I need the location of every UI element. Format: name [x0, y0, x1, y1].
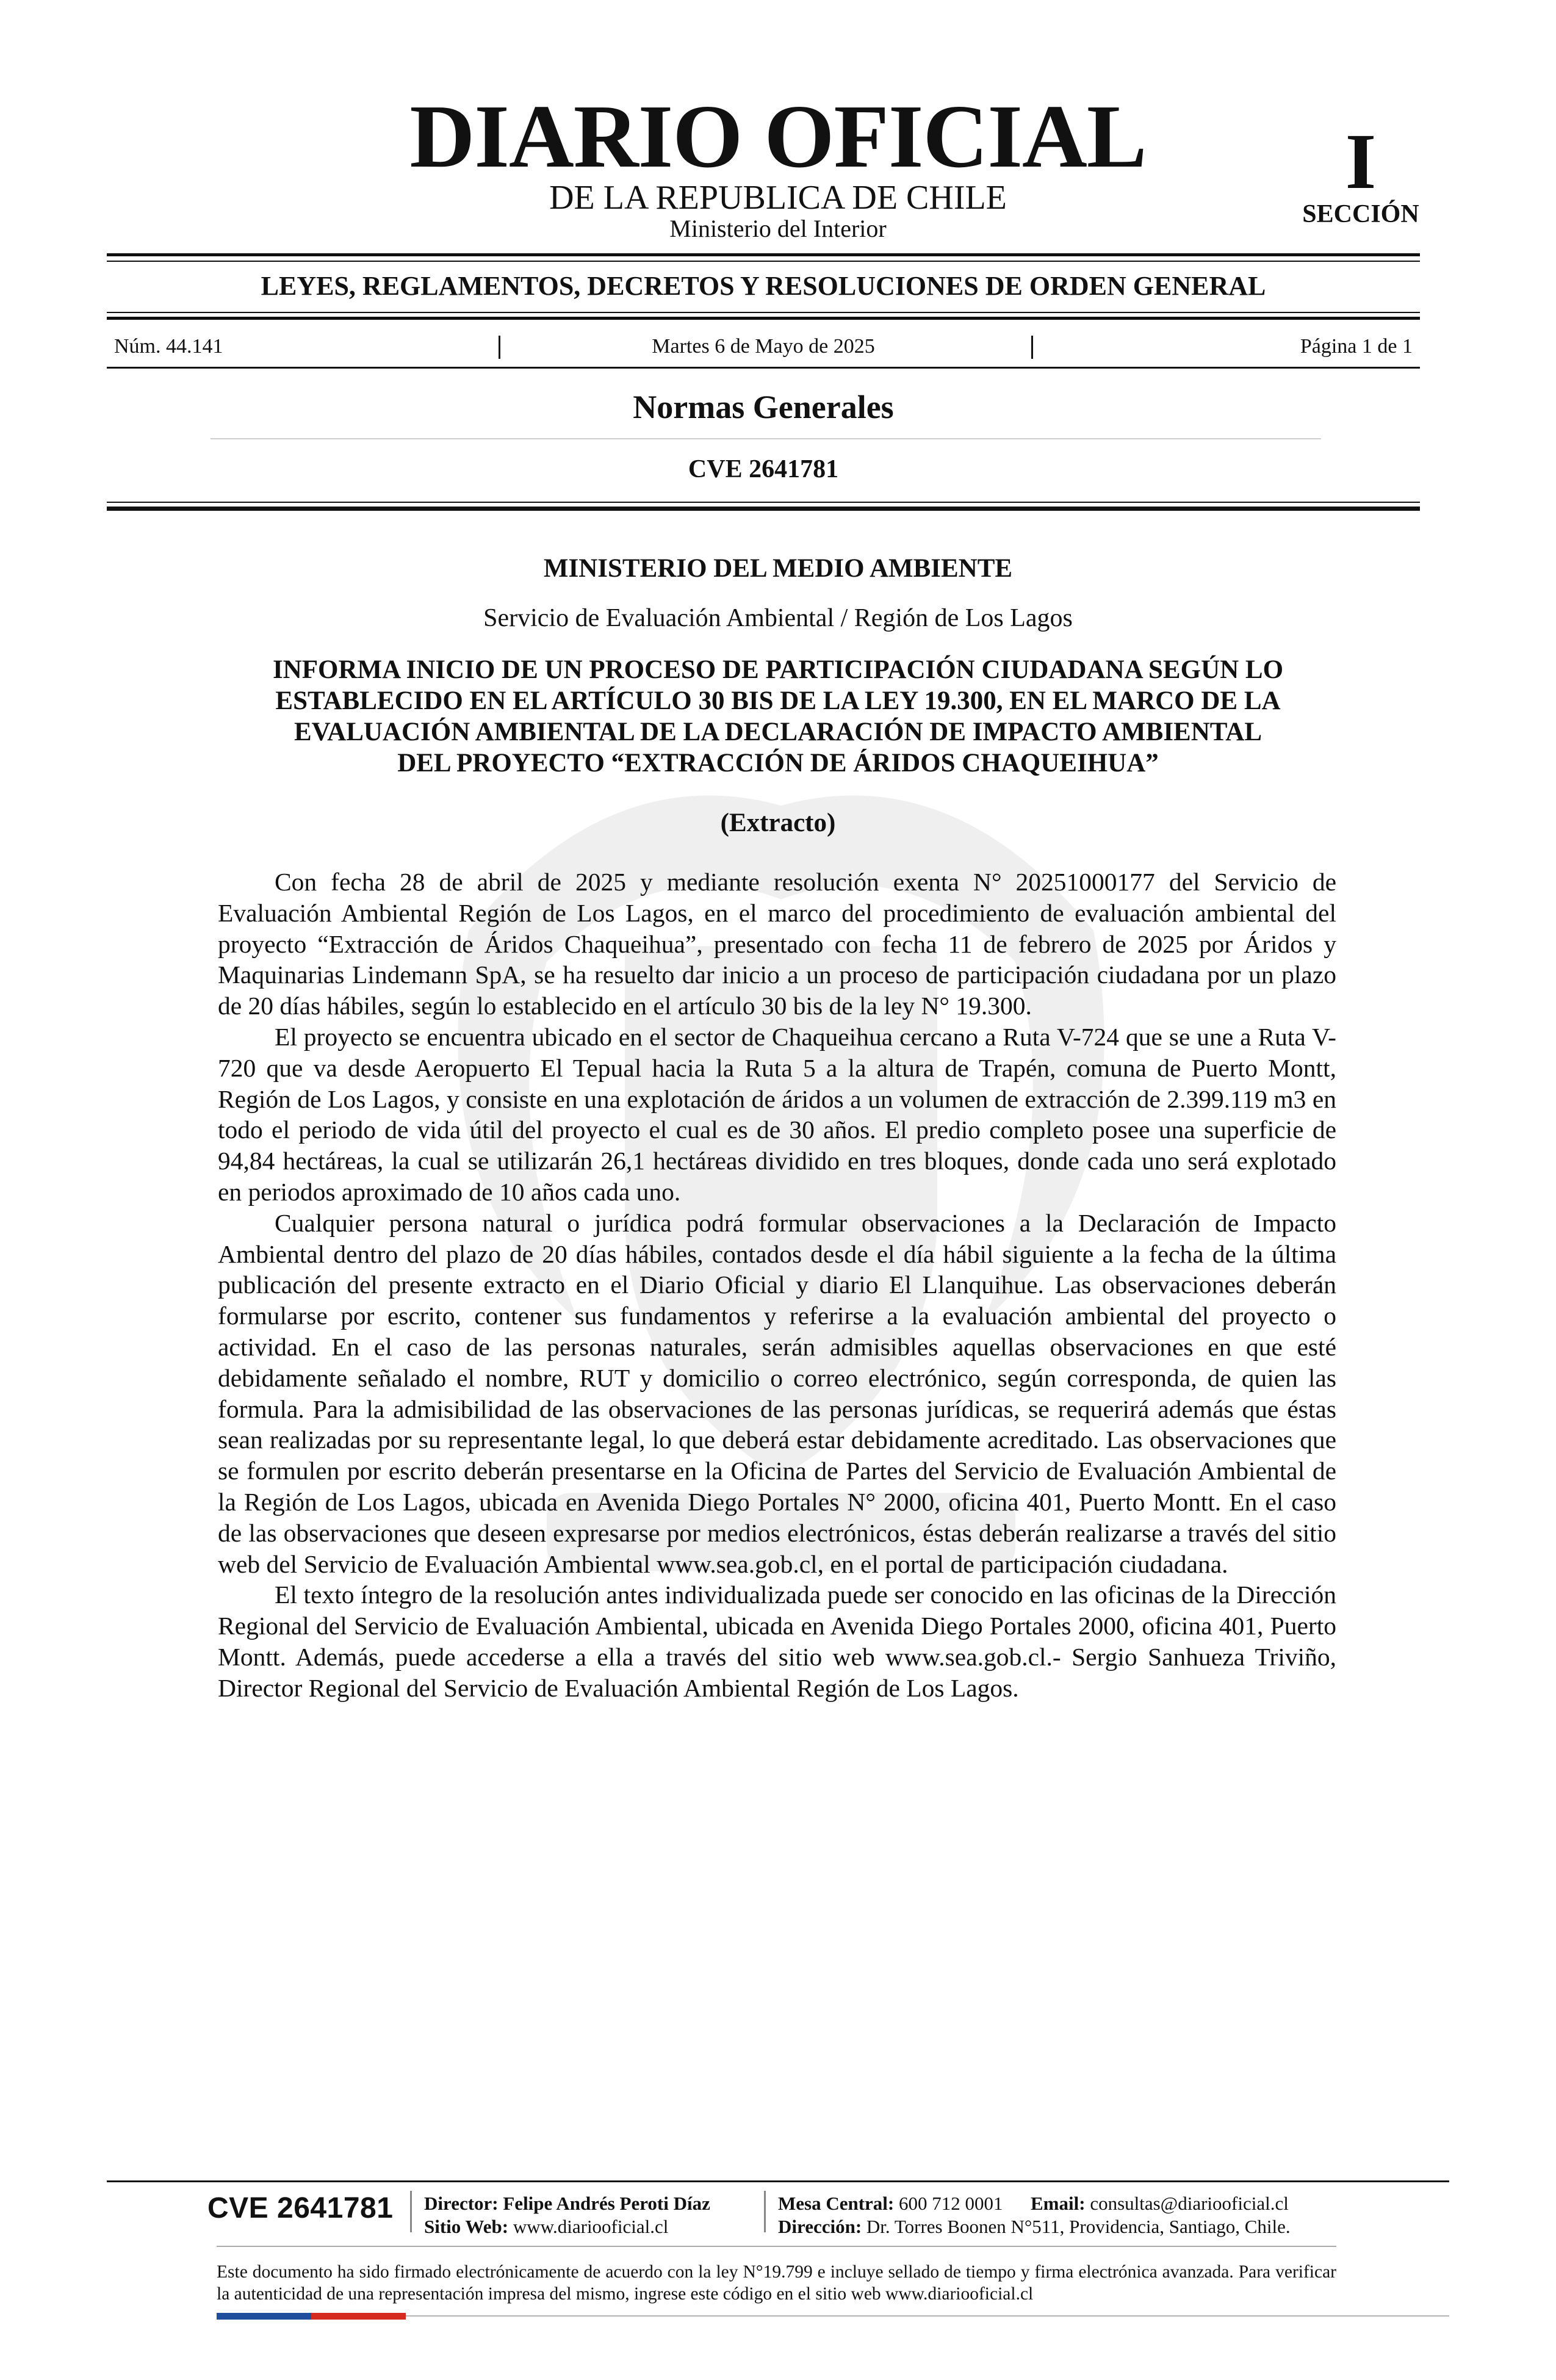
section-banner: LEYES, REGLAMENTOS, DECRETOS Y RESOLUCIONES DE ORDEN GENERAL [261, 271, 1266, 301]
section-label: SECCIÓN [1302, 200, 1419, 228]
issue-separator [1031, 336, 1033, 359]
footer-website-line [424, 2215, 668, 2238]
footer-end-rule [406, 2315, 1449, 2317]
headline-line: ESTABLECIDO EN EL ARTÍCULO 30 BIS DE LA LEY 19.300, EN EL MARCO DE LA [275, 687, 1281, 715]
section-title: Normas Generales [633, 389, 894, 425]
cve-code: CVE 2641781 [688, 455, 839, 483]
section-number: I [1345, 118, 1377, 206]
masthead-ministry: Ministerio del Interior [669, 215, 887, 242]
banner-rule-thin [107, 312, 1420, 313]
issue-info-row [107, 334, 1420, 359]
signature-note: Este documento ha sido firmado electrónicamente de acuerdo con la ley N°19.799 e incluye sellado de tiempo y firma electrónica avanzada. Para verificar la autenticidad de una representación impresa del mismo, ingrese este código en el sitio web www.diariooficial.cl [217, 2262, 1336, 2304]
article-ministry: MINISTERIO DEL MEDIO AMBIENTE [543, 554, 1013, 583]
director-name: Felipe Andrés Peroti Díaz [503, 2193, 710, 2214]
article-service: Servicio de Evaluación Ambiental / Región de Los Lagos [483, 604, 1073, 632]
cve-rule-thin [107, 502, 1420, 503]
headline-line: DEL PROYECTO “EXTRACCIÓN DE ÁRIDOS CHAQUEIHUA” [397, 749, 1159, 777]
body-paragraph: Cualquier persona natural o jurídica podrá formular observaciones a la Declaración de Impacto Ambiental dentro del plazo de 20 días hábiles, contados desde el día hábil siguiente a la fecha de la última publicación del presente extracto en el Diario Oficial y diario El Llanquihue. Las observaciones deberán formularse por escrito, contener sus fundamentos y referirse a la evaluación ambiental del proyecto o actividad. En el caso de las personas naturales, serán admisibles aquellas observaciones en que esté debidamente señalado el nombre, RUT y domicilio o correo electrónico, según corresponda, de quien las formula. Para la admisibilidad de las observaciones de las personas jurídicas, se requerirá además que éstas sean realizadas por su representante legal, lo que deberá estar debidamente acreditado. Las observaciones que se formulen por escrito deberán presentarse en la Oficina de Partes del Servicio de Evaluación Ambiental de la Región de Los Lagos, ubicada en Avenida Diego Portales N° 2000, oficina 401, Puerto Montt. En el caso de las observaciones que deseen expresarse por medios electrónicos, éstas deberán realizarse a través del sitio web del Servicio de Evaluación Ambiental www.sea.gob.cl, en el portal de participación ciudadana. [218, 1208, 1336, 1578]
email-link[interactable]: consultas@diariooficial.cl [1090, 2193, 1289, 2214]
section-title-rule [211, 438, 1321, 439]
header-rule-thin [107, 261, 1420, 262]
footer-cve-code: CVE 2641781 [207, 2192, 394, 2224]
body-paragraph: Con fecha 28 de abril de 2025 y mediante resolución exenta N° 20251000177 del Servicio de Evaluación Ambiental Región de Los Lagos, en el marco del procedimiento de evaluación ambiental del proyecto “Extracción de Áridos Chaqueihua”, presentado con fecha 11 de febrero de 2025 por Áridos y Maquinarias Lindemann SpA, se ha resuelto dar inicio a un proceso de participación ciudadana por un plazo de 20 días hábiles, según lo establecido en el artículo 30 bis de la ley N° 19.300. [218, 868, 1336, 1020]
footer-contact-line [778, 2192, 1289, 2215]
header-rule-thick [107, 253, 1420, 256]
email-label: Email: [1031, 2193, 1086, 2214]
flag-blue-segment [217, 2313, 311, 2320]
address-label: Dirección: [778, 2216, 862, 2237]
footer-address-line [778, 2215, 1291, 2238]
issue-separator [499, 336, 500, 359]
body-paragraph: El proyecto se encuentra ubicado en el sector de Chaqueihua cercano a Ruta V-724 que se une a Ruta V-720 que va desde Aeropuerto El Tepual hacia la Ruta 5 a la altura de Trapén, comuna de Puerto Montt, Región de Los Lagos, y consiste en una explotación de áridos a un volumen de extracción de 2.399.119 m3 en todo el periodo de vida útil del proyecto el cual es de 30 años. El predio completo posee una superficie de 94,84 hectáreas, la cual se utilizarán 26,1 hectáreas dividido en tres bloques, donde cada uno será explotado en periodos aproximado de 10 años cada uno. [218, 1022, 1336, 1206]
footer-note-rule [217, 2246, 1336, 2247]
page-count: Página 1 de 1 [1300, 335, 1413, 358]
article-body [218, 867, 1336, 1704]
headline-line: INFORMA INICIO DE UN PROCESO DE PARTICIPACIÓN CIUDADANA SEGÚN LO [272, 655, 1284, 684]
headline-line: EVALUACIÓN AMBIENTAL DE LA DECLARACIÓN DE IMPACTO AMBIENTAL [294, 718, 1262, 746]
masthead-title: DIARIO OFICIAL [409, 87, 1147, 187]
banner-rule-thick [107, 317, 1420, 320]
footer-director-line [424, 2192, 710, 2215]
body-paragraph: El texto íntegro de la resolución antes individualizada puede ser conocido en las oficinas de la Dirección Regional del Servicio de Evaluación Ambiental, ubicada en Avenida Diego Portales 2000, oficina 401, Puerto Montt. Además, puede accederse a ella a través del sitio web www.sea.gob.cl.- Sergio Sanhueza Triviño, Director Regional del Servicio de Evaluación Ambiental Región de Los Lagos. [218, 1581, 1336, 1702]
flag-red-segment [311, 2313, 406, 2320]
footer-separator [410, 2191, 412, 2232]
address-value: Dr. Torres Boonen N°511, Providencia, Santiago, Chile. [866, 2216, 1291, 2237]
extract-label: (Extracto) [720, 809, 836, 837]
director-label: Director: [424, 2193, 499, 2214]
issue-number: Núm. 44.141 [114, 335, 223, 358]
cve-rule-thick [107, 507, 1420, 511]
flag-color-bar [217, 2313, 406, 2320]
masthead-subtitle: DE LA REPUBLICA DE CHILE [549, 179, 1007, 217]
article-headline [217, 654, 1339, 779]
footer-separator [764, 2191, 766, 2232]
website-label: Sitio Web: [424, 2216, 509, 2237]
phone-label: Mesa Central: [778, 2193, 895, 2214]
phone-number: 600 712 0001 [899, 2193, 1003, 2214]
footer-rule [107, 2180, 1449, 2182]
issue-date: Martes 6 de Mayo de 2025 [652, 335, 875, 358]
website-link[interactable]: www.diariooficial.cl [513, 2216, 669, 2237]
issue-rule [107, 367, 1420, 369]
